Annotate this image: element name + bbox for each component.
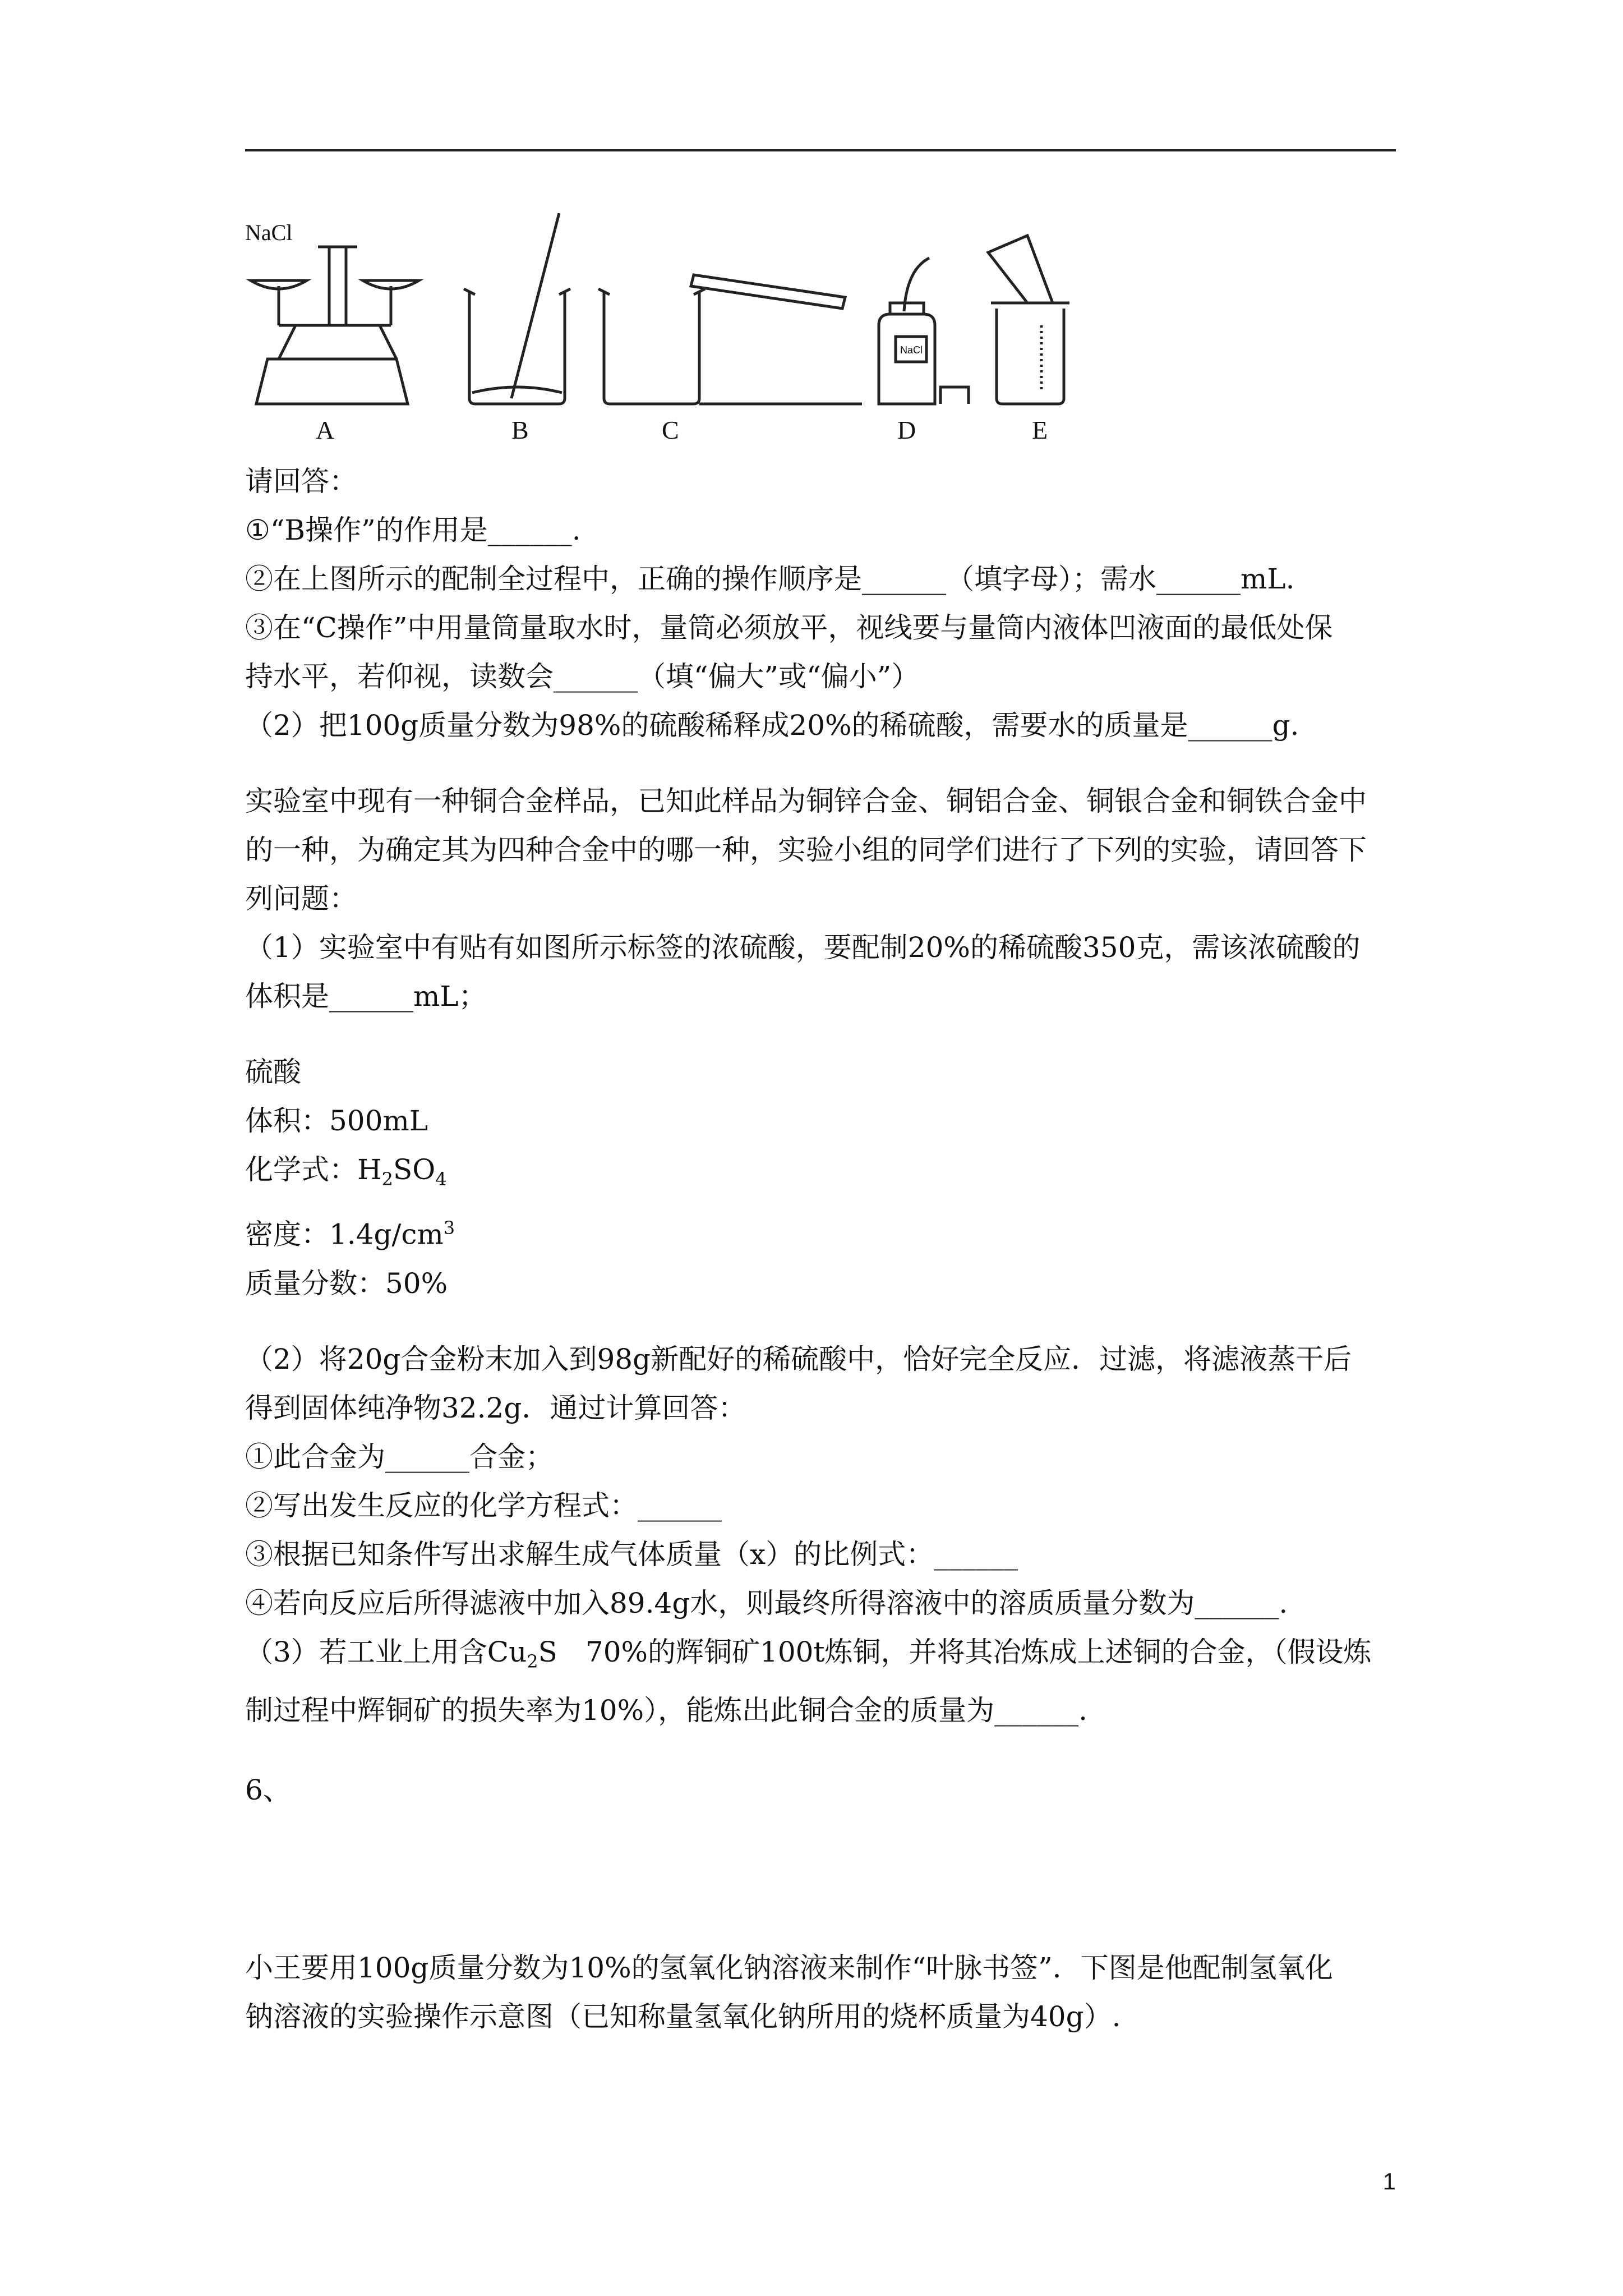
- beaker-pouring-icon: [598, 275, 862, 404]
- figure-label-d: D: [897, 416, 916, 444]
- q1-line-3: ③在“C操作”中用量筒量取水时，量筒必须放平，视线要与量筒内液体凹液面的最低处保: [245, 611, 1333, 644]
- q2-para-4: （1）实验室中有贴有如图所示标签的浓硫酸，要配制20%的稀硫酸350克，需该浓硫酸的: [245, 931, 1361, 964]
- nacl-label: NaCl: [245, 220, 293, 245]
- q2-para-12: （3）若工业上用含$Cu_2S$ 70%的辉铜矿100t炼铜，并将其冶炼成上述铜的合金，（假设炼: [245, 1635, 1372, 1672]
- figure-label-e: E: [1032, 416, 1048, 444]
- acid-fraction: 质量分数：50%: [245, 1267, 448, 1300]
- beaker-stirring-icon: [464, 213, 570, 404]
- figure-label-b: B: [511, 416, 529, 444]
- lab-procedure-figure: [245, 213, 1131, 449]
- acid-label: [245, 1048, 1400, 1308]
- jar-label: NaCl: [900, 344, 923, 356]
- q2-para-10: ③根据已知条件写出求解生成气体质量（x）的比例式：______: [245, 1538, 1018, 1571]
- q6-para-1: 小王要用100g质量分数为10%的氢氧化钠溶液来制作“叶脉书签”．下图是他配制氢氧化: [245, 1951, 1333, 1984]
- q2-para-11: ④若向反应后所得滤液中加入89.4g水，则最终所得溶液中的溶质质量分数为______.: [245, 1586, 1288, 1619]
- balance-icon: [251, 247, 419, 404]
- acid-volume: 体积：500mL: [245, 1105, 428, 1137]
- acid-density: 密度：$1.4g/cm^3$: [245, 1217, 455, 1251]
- q2-para-7: 得到固体纯净物32.2g．通过计算回答：: [245, 1391, 746, 1424]
- q2-para-5: 体积是______mL；: [245, 980, 487, 1013]
- q2-para-3: 列问题：: [245, 882, 357, 915]
- q1-intro: 请回答：: [245, 465, 357, 498]
- q6-para-2: 钠溶液的实验操作示意图（已知称量氢氧化钠所用的烧杯质量为40g）.: [245, 2000, 1121, 2033]
- page-number: 1: [1382, 2168, 1396, 2194]
- q1-line-4: 持水平，若仰视，读数会______（填“偏大”或“偏小”）: [245, 660, 920, 693]
- beaker-paper-icon: [988, 236, 1069, 404]
- q2-para-2: 的一种，为确定其为四种合金中的哪一种，实验小组的同学们进行了下列的实验，请回答下: [245, 834, 1367, 866]
- q2-para-6: （2）将20g合金粉末加入到98g新配好的稀硫酸中，恰好完全反应．过滤，将滤液蒸干后: [245, 1342, 1352, 1375]
- q1-line-2: ②在上图所示的配制全过程中，正确的操作顺序是______（填字母）；需水______mL.: [245, 563, 1295, 595]
- reagent-jar-icon: [879, 258, 969, 404]
- q2-para-8: ①此合金为______合金；: [245, 1440, 554, 1473]
- figure-label-a: A: [316, 416, 335, 444]
- figure-label-c: C: [662, 416, 679, 444]
- q1-line-5: （2）把100g质量分数为98%的硫酸稀释成20%的稀硫酸，需要水的质量是______g.: [245, 709, 1299, 742]
- header-rule: [245, 149, 1396, 151]
- q1-line-1: ①“B操作”的作用是______.: [245, 514, 581, 546]
- acid-name: 硫酸: [245, 1056, 301, 1088]
- acid-formula: 化学式：$H_2SO_4$: [245, 1153, 447, 1190]
- q2-para-9: ②写出发生反应的化学方程式：______: [245, 1489, 722, 1522]
- q2-para-1: 实验室中现有一种铜合金样品，已知此样品为铜锌合金、铜铝合金、铜银合金和铜铁合金中: [245, 785, 1367, 817]
- document-body: [245, 457, 1400, 2041]
- question-number-6: 6、: [245, 1773, 291, 1806]
- q2-para-13: 制过程中辉铜矿的损失率为10%），能炼出此铜合金的质量为______.: [245, 1694, 1088, 1727]
